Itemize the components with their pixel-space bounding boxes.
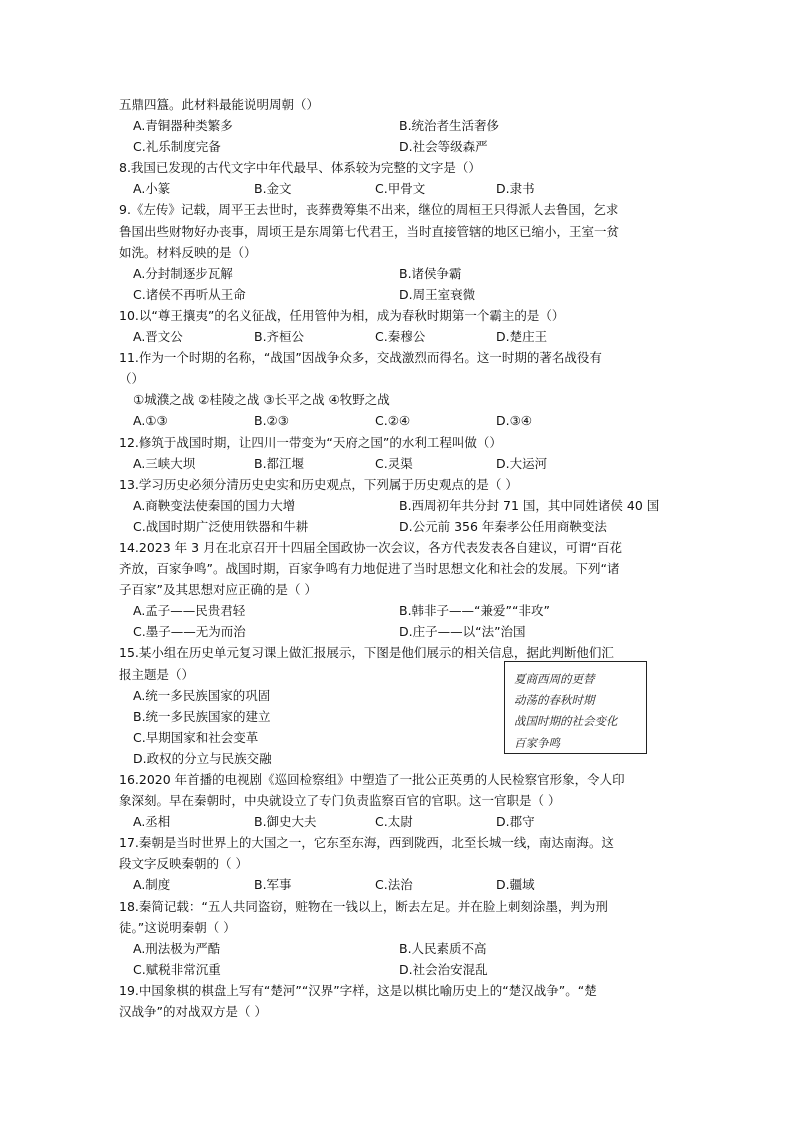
q16-option-a[interactable]: A.丞相 xyxy=(133,814,171,830)
q13-option-a[interactable]: A.商鞅变法使秦国的国力大增 xyxy=(133,497,296,513)
question-18-stem-line-2: 徒。”这说明秦朝（ ） xyxy=(119,919,236,935)
question-14-options-row-2 xyxy=(119,621,679,642)
q12-option-d[interactable]: D.大运河 xyxy=(496,455,548,471)
q18-option-c[interactable]: C.赋税非常沉重 xyxy=(133,961,221,977)
question-9-stem-line-1: 9.《左传》记载，周平王去世时，丧葬费筹集不出来，继位的周桓王只得派人去鲁国，乞求 xyxy=(119,202,619,218)
q9-option-d[interactable]: D.周王室衰微 xyxy=(399,286,476,302)
question-9-stem-line-2: 鲁国出些财物好办丧事，周顷王是东周第七代君王，当时直接管辖的地区已缩小，王室一贫 xyxy=(119,223,620,239)
question-10-stem: 10.以“尊王攘夷”的名义征战，任用管仲为相，成为春秋时期第一个霸主的是（） xyxy=(119,307,565,323)
question-16-stem-line-1: 16.2020 年首播的电视剧《巡回检察组》中塑造了一批公正英勇的人民检察官形象，令人印 xyxy=(119,772,625,787)
question-17-stem-line-2: 段文字反映秦朝的（ ） xyxy=(119,856,248,872)
q16-option-c[interactable]: C.太尉 xyxy=(375,814,413,830)
q13-option-b[interactable]: B.西周初年共分封 71 国，其中同姓诸侯 40 国 xyxy=(399,497,660,513)
q13-option-c[interactable]: C.战国时期广泛使用铁器和牛耕 xyxy=(133,518,309,534)
q9-option-b[interactable]: B.诸侯争霸 xyxy=(399,265,462,281)
q10-option-b[interactable]: B.齐桓公 xyxy=(254,329,305,345)
q10-option-c[interactable]: C.秦穆公 xyxy=(375,329,426,345)
question-8-stem: 8.我国已发现的古代文字中年代最早、体系较为完整的文字是（） xyxy=(119,160,481,176)
question-9-options-row-2 xyxy=(119,284,679,305)
q9-option-a[interactable]: A.分封制逐步瓦解 xyxy=(133,265,233,281)
q8-option-b[interactable]: B.金文 xyxy=(254,181,292,197)
q14-option-b[interactable]: B.韩非子——“兼爱”“非攻” xyxy=(399,603,550,619)
q17-option-d[interactable]: D.疆域 xyxy=(496,877,535,893)
q14-option-a[interactable]: A.孟子——民贵君轻 xyxy=(133,603,246,619)
question-17-options xyxy=(119,874,679,895)
question-10-options xyxy=(119,326,679,347)
q11-option-c[interactable]: C.②④ xyxy=(375,413,411,429)
q13-option-d[interactable]: D.公元前 356 年秦孝公任用商鞅变法 xyxy=(399,518,607,534)
question-16-options xyxy=(119,811,679,832)
question-13-stem: 13.学习历史必须分清历史史实和历史观点，下列属于历史观点的是（ ） xyxy=(119,476,518,492)
question-7-stem: 五鼎四簋。此材料最能说明周朝（） xyxy=(119,97,320,112)
question-12-options xyxy=(119,453,679,474)
q8-option-c[interactable]: C.甲骨文 xyxy=(375,181,426,197)
question-7-options-row-2 xyxy=(119,136,679,157)
q7-option-d[interactable]: D.社会等级森严 xyxy=(399,139,488,155)
q7-option-c[interactable]: C.礼乐制度完备 xyxy=(133,139,221,155)
question-14-stem-line-2: 齐放，百家争鸣”。战国时期，百家争鸣有力地促进了当时思想文化和社会的发展。下列“诸 xyxy=(119,561,620,577)
question-18-stem-line-1: 18.秦简记载：“五人共同盗窃，赃物在一钱以上，断去左足。并在脸上刺刻涂墨，判为刑 xyxy=(119,898,608,914)
exam-page xyxy=(119,94,679,1022)
question-11-stem-line-2: （） xyxy=(119,371,145,387)
q10-option-d[interactable]: D.楚庄王 xyxy=(496,329,548,345)
q17-option-a[interactable]: A.制度 xyxy=(133,877,171,893)
question-11-items: ①城濮之战 ②桂陵之战 ③长平之战 ④牧野之战 xyxy=(133,392,390,408)
question-15-stem-line-2: 报主题是（） xyxy=(119,666,195,682)
q18-option-a[interactable]: A.刑法极为严酷 xyxy=(133,940,221,956)
info-box-line: 战国时期的社会变化 xyxy=(514,714,618,729)
question-13-options-row-2 xyxy=(119,516,679,537)
q11-option-b[interactable]: B.②③ xyxy=(254,413,289,429)
q15-option-c[interactable]: C.早期国家和社会变革 xyxy=(133,729,259,745)
q10-option-a[interactable]: A.晋文公 xyxy=(133,329,183,345)
question-18-options-row-1 xyxy=(119,938,679,959)
q7-option-a[interactable]: A.青铜器种类繁多 xyxy=(133,118,233,134)
question-12-stem: 12.修筑于战国时期，让四川一带变为“天府之国”的水利工程叫做（） xyxy=(119,434,502,450)
q18-option-b[interactable]: B.人民素质不高 xyxy=(399,940,487,956)
q15-option-d[interactable]: D.政权的分立与民族交融 xyxy=(133,750,272,766)
question-15-info-box xyxy=(504,661,647,754)
q11-option-a[interactable]: A.①③ xyxy=(133,413,168,429)
q9-option-c[interactable]: C.诸侯不再听从王命 xyxy=(133,286,246,302)
info-box-line: 夏商西周的更替 xyxy=(514,672,595,686)
question-18-options-row-2 xyxy=(119,959,679,980)
info-box-line: 动荡的春秋时期 xyxy=(514,693,595,708)
q8-option-d[interactable]: D.隶书 xyxy=(496,181,535,197)
q18-option-d[interactable]: D.社会治安混乱 xyxy=(399,961,488,977)
question-13-options-row-1 xyxy=(119,495,679,516)
q17-option-b[interactable]: B.军事 xyxy=(254,877,292,893)
question-14-options-row-1 xyxy=(119,600,679,621)
question-19-stem-line-1: 19.中国象棋的棋盘上写有“楚河”“汉界”字样，这是以棋比喻历史上的“楚汉战争”。“楚 xyxy=(119,982,597,998)
info-box-line: 百家争鸣 xyxy=(514,735,560,750)
q14-option-d[interactable]: D.庄子——以“法”治国 xyxy=(399,624,526,640)
q16-option-b[interactable]: B.御史大夫 xyxy=(254,814,317,830)
question-17-stem-line-1: 17.秦朝是当时世界上的大国之一，它东至东海，西到陇西，北至长城一线，南达南海。这 xyxy=(119,835,614,851)
q11-option-d[interactable]: D.③④ xyxy=(496,413,533,429)
q12-option-b[interactable]: B.都江堰 xyxy=(254,455,305,471)
question-14-stem-line-1: 14.2023 年 3 月在北京召开十四届全国政协一次会议，各方代表发表各自建议，可谓“百花 xyxy=(119,539,623,555)
q12-option-c[interactable]: C.灵渠 xyxy=(375,455,413,471)
question-9-stem-line-3: 如洗。材料反映的是（） xyxy=(119,244,257,260)
question-9-options-row-1 xyxy=(119,263,679,284)
q15-option-b[interactable]: B.统一多民族国家的建立 xyxy=(133,708,271,724)
q16-option-d[interactable]: D.郡守 xyxy=(496,814,535,830)
question-14-stem-line-3: 子百家”及其思想对应正确的是（ ） xyxy=(119,582,317,598)
q15-option-a[interactable]: A.统一多民族国家的巩固 xyxy=(133,687,271,703)
question-15-stem-line-1: 15.某小组在历史单元复习课上做汇报展示，下图是他们展示的相关信息，据此判断他们汇 xyxy=(119,645,614,661)
question-19-stem-line-2: 汉战争”的对战双方是（ ） xyxy=(119,1004,267,1020)
question-11-options xyxy=(119,410,679,431)
q17-option-c[interactable]: C.法治 xyxy=(375,877,413,893)
question-7-options-row-1 xyxy=(119,115,679,136)
question-16-stem-line-2: 象深刻。早在秦朝时，中央就设立了专门负责监察百官的官职。这一官职是（ ） xyxy=(119,793,561,809)
question-11-stem-line-1: 11.作为一个时期的名称，“战国”因战争众多，交战激烈而得名。这一时期的著名战役有 xyxy=(119,350,602,366)
q12-option-a[interactable]: A.三峡大坝 xyxy=(133,455,196,471)
q7-option-b[interactable]: B.统治者生活奢侈 xyxy=(399,118,500,134)
question-8-options xyxy=(119,178,679,199)
q14-option-c[interactable]: C.墨子——无为而治 xyxy=(133,624,246,640)
q8-option-a[interactable]: A.小篆 xyxy=(133,181,171,197)
